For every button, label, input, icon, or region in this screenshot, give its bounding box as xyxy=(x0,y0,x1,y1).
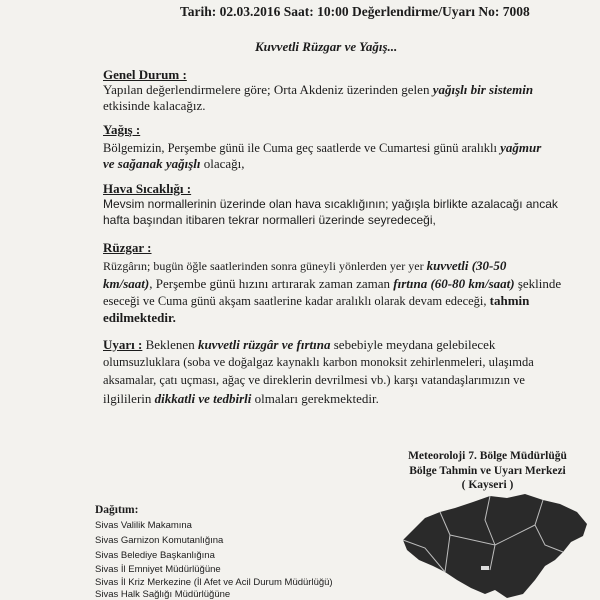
warning-line-3: aksamalar, çatı uçması, ağaç ve direklerin devrilmesi vb.) karşı vatandaşlarımızın ve xyxy=(103,373,525,387)
section-heading-temperature: Hava Sıcaklığı : xyxy=(103,181,192,196)
time-value: 10:00 xyxy=(317,4,349,19)
wind-line-1 xyxy=(103,258,506,274)
distribution-item: Sivas Belediye Başkanlığına xyxy=(95,550,215,561)
document-title: Kuvvetli Rüzgar ve Yağış... xyxy=(255,39,398,54)
warning-line-1 xyxy=(103,337,495,352)
wind-line-3 xyxy=(103,293,529,309)
distribution-item: Sivas Halk Sağlığı Müdürlüğüne xyxy=(95,589,231,600)
precip-emphasis: yağmur xyxy=(500,140,542,155)
precip-text-2: olacağı, xyxy=(200,156,245,171)
wind-text: Rüzgârın; bugün öğle saatlerinden sonra güneyli yönlerden yer yer xyxy=(103,259,427,273)
warning-emphasis-2: dikkatli ve tedbirli xyxy=(154,391,252,406)
warning-no-label: Değerlendirme/Uyarı No: xyxy=(352,4,500,19)
wind-text-4: eseceği ve Cuma günü akşam saatlerine kadar aralıklı olarak devam edeceği, xyxy=(103,294,490,308)
sivas-province-map xyxy=(395,490,595,600)
wind-forecast-word: tahmin xyxy=(489,293,530,308)
date-label: Tarih: xyxy=(180,4,217,19)
warning-text-2: sebebiyle meydana gelebilecek xyxy=(330,337,496,352)
signature-line-2: Bölge Tahmin ve Uyarı Merkezi xyxy=(409,465,566,477)
general-line-2: etkisinde kalacağız. xyxy=(103,98,206,113)
map-marker xyxy=(481,566,489,570)
general-emphasis: yağışlı bir sistemin xyxy=(432,82,534,97)
date-value: 02.03.2016 xyxy=(219,4,281,19)
wind-text-2: , Perşembe günü hızını artırarak zaman zaman xyxy=(149,276,394,291)
distribution-heading: Dağıtım: xyxy=(95,504,139,516)
signature-line-3: ( Kayseri ) xyxy=(461,479,514,491)
distribution-item: Sivas İl Emniyet Müdürlüğüne xyxy=(95,564,221,575)
precip-line-2 xyxy=(103,156,245,171)
section-heading-wind: Rüzgar : xyxy=(103,240,152,255)
time-label: Saat: xyxy=(283,4,314,19)
section-heading-general: Genel Durum : xyxy=(103,67,187,82)
warning-line-4 xyxy=(103,391,379,406)
distribution-item: Sivas Garnizon Komutanlığına xyxy=(95,535,224,546)
signature-line-1: Meteoroloji 7. Bölge Müdürlüğü xyxy=(408,450,567,462)
distribution-item: Sivas İl Kriz Merkezine (İl Afet ve Acil Durum Müdürlüğü) xyxy=(95,577,333,588)
wind-text-3: şeklinde xyxy=(514,276,562,291)
warning-no-value: 7008 xyxy=(502,4,530,19)
temperature-line-2: hafta başından itibaren tekrar normalleri üzerinde seyredeceği, xyxy=(103,213,436,227)
wind-speed-2: fırtına (60-80 km/saat) xyxy=(393,276,515,291)
section-heading-warning: Uyarı : xyxy=(103,337,143,352)
warning-emphasis: kuvvetli rüzgâr ve fırtına xyxy=(197,337,331,352)
general-line-1 xyxy=(103,82,534,97)
temperature-line-1: Mevsim normallerinin üzerinde olan hava sıcaklığının; yağışla birlikte azalacağı ancak xyxy=(103,197,558,211)
section-heading-precip: Yağış : xyxy=(103,122,141,137)
warning-text-3: ilgililerin xyxy=(103,391,155,406)
wind-line-2 xyxy=(103,276,561,291)
warning-text: Beklenen xyxy=(142,337,198,352)
wind-line-4: edilmektedir. xyxy=(103,310,176,325)
precip-text: Bölgemizin, Perşembe günü ile Cuma geç saatlerde ve Cumartesi günü aralıklı xyxy=(103,141,501,155)
precip-emphasis-2: ve sağanak yağışlı xyxy=(103,156,201,171)
wind-emphasis: kuvvetli (30-50 xyxy=(426,258,507,273)
distribution-item: Sivas Valilik Makamına xyxy=(95,520,192,531)
wind-speed-1: km/saat) xyxy=(103,276,150,291)
precip-line-1 xyxy=(103,140,541,156)
document-header xyxy=(180,4,530,19)
warning-line-2: olumsuzluklara (soba ve doğalgaz kaynaklı karbon monoksit zehirlenmeleri, ulaşımda xyxy=(103,355,534,369)
general-text: Yapılan değerlendirmelere göre; Orta Akdeniz üzerinden gelen xyxy=(103,82,433,97)
warning-text-4: olmaları gerekmektedir. xyxy=(251,391,379,406)
